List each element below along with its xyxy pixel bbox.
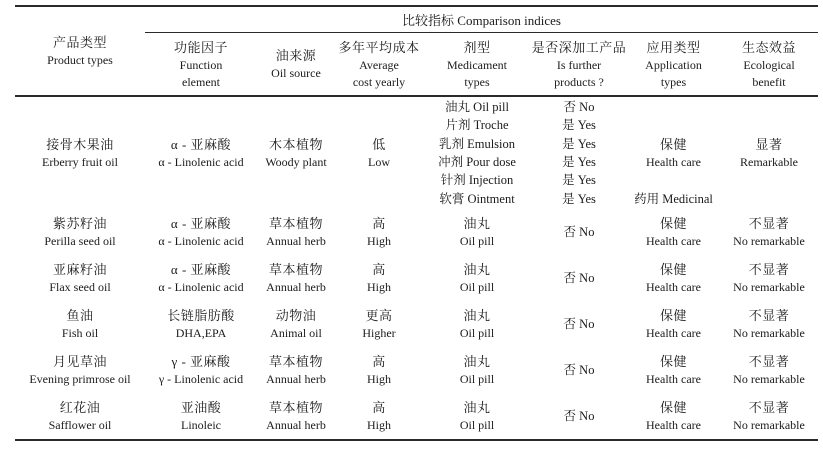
cell-average-cost bbox=[335, 255, 423, 301]
zh-line: 草本植物 bbox=[268, 262, 323, 277]
cell-function-element bbox=[145, 301, 257, 347]
en-line: Health care bbox=[646, 234, 701, 248]
en-line: types bbox=[464, 74, 490, 89]
medicament-line: 软膏 Ointment bbox=[439, 191, 515, 206]
zh-line: 保健 bbox=[659, 354, 687, 369]
header-average-cost bbox=[335, 33, 423, 95]
en-line: Erberry fruit oil bbox=[42, 155, 118, 169]
further-line: 否 No bbox=[563, 408, 595, 423]
zh-line: 保健 bbox=[659, 216, 687, 231]
en-line: element bbox=[182, 74, 220, 89]
zh-line: 不显著 bbox=[748, 354, 790, 369]
en-line: No remarkable bbox=[733, 280, 805, 294]
medicament-line: 乳剂 Emulsion bbox=[438, 136, 516, 151]
zh-line: 不显著 bbox=[748, 216, 790, 231]
table-row-evening-primrose-oil bbox=[15, 347, 818, 393]
cell-product-type bbox=[15, 209, 145, 255]
en-line: Annual herb bbox=[266, 280, 326, 294]
zh-line: 高 bbox=[372, 262, 386, 277]
further-line: 是 Yes bbox=[562, 118, 596, 133]
zh-line: 亚油酸 bbox=[180, 400, 222, 415]
zh-line: 不显著 bbox=[748, 308, 790, 323]
en-line: High bbox=[367, 418, 391, 432]
en-line: Oil pill bbox=[459, 372, 495, 386]
further-line: 否 No bbox=[563, 99, 595, 114]
cell-oil-source bbox=[257, 301, 335, 347]
en-line: High bbox=[367, 280, 391, 294]
en-line: Perilla seed oil bbox=[44, 234, 116, 248]
en-line: γ - Linolenic acid bbox=[158, 372, 244, 386]
table-body bbox=[15, 97, 818, 441]
cell-ecological-benefit bbox=[720, 393, 818, 439]
en-line: Oil pill bbox=[459, 326, 495, 340]
zh-line: 草本植物 bbox=[268, 354, 323, 369]
en-line: Is further bbox=[556, 57, 602, 72]
en-line: Oil pill bbox=[459, 234, 495, 248]
cell-medicament-types bbox=[423, 301, 531, 347]
en-line: Oil source bbox=[271, 66, 321, 80]
en-line: Average bbox=[359, 57, 399, 72]
en-line: α - Linolenic acid bbox=[158, 155, 244, 169]
zh-line: 多年平均成本 bbox=[338, 39, 420, 55]
zh-line: 保健 bbox=[659, 308, 687, 323]
en-line: α - Linolenic acid bbox=[158, 234, 244, 248]
cell-medicament-types bbox=[423, 97, 531, 209]
further-line: 否 No bbox=[563, 224, 595, 239]
zh-line: 产品类型 bbox=[52, 35, 107, 50]
en-line: High bbox=[367, 372, 391, 386]
en-line: Health care bbox=[646, 155, 701, 169]
header-comparison-indices: 比较指标 Comparison indices bbox=[145, 7, 818, 33]
zh-line: 油丸 bbox=[463, 400, 491, 415]
cell-product-type bbox=[15, 301, 145, 347]
cell-average-cost bbox=[335, 393, 423, 439]
en-line: Medicament bbox=[447, 57, 507, 72]
en-line: Low bbox=[368, 155, 390, 169]
cell-application-types bbox=[627, 255, 720, 301]
medicament-line: 针剂 Injection bbox=[440, 173, 514, 188]
zh-line: 油丸 bbox=[463, 308, 491, 323]
zh-line: 功能因子 bbox=[173, 39, 228, 55]
cell-function-element bbox=[145, 97, 257, 209]
zh-line: 不显著 bbox=[748, 400, 790, 415]
further-line: 否 No bbox=[563, 316, 595, 331]
en-line: Health care bbox=[646, 280, 701, 294]
medicament-line: 冲剂 Pour dose bbox=[438, 155, 516, 169]
en-line: cost yearly bbox=[352, 74, 406, 89]
en-line: Oil pill bbox=[459, 280, 495, 294]
cell-application-types bbox=[627, 301, 720, 347]
cell-medicament-types bbox=[423, 393, 531, 439]
cell-is-further-products bbox=[531, 393, 627, 439]
cell-ecological-benefit bbox=[720, 255, 818, 301]
table-row-safflower-oil bbox=[15, 393, 818, 439]
cell-product-type bbox=[15, 347, 145, 393]
cell-is-further-products bbox=[531, 255, 627, 301]
further-line: 是 Yes bbox=[562, 155, 596, 169]
cell-application-types bbox=[627, 209, 720, 255]
zh-line: 油丸 bbox=[463, 354, 491, 369]
cell-average-cost bbox=[335, 209, 423, 255]
zh-line: 生态效益 bbox=[741, 39, 796, 55]
zh-line: 草本植物 bbox=[268, 400, 323, 415]
en-line: No remarkable bbox=[733, 372, 805, 386]
cell-is-further-products bbox=[531, 347, 627, 393]
en-line: Flax seed oil bbox=[49, 280, 111, 294]
zh-line: 草本植物 bbox=[268, 216, 323, 231]
cell-product-type bbox=[15, 393, 145, 439]
zh-line: 红花油 bbox=[59, 400, 101, 415]
application-medicinal-line: 药用 Medicinal bbox=[634, 192, 713, 206]
en-line: Safflower oil bbox=[48, 418, 112, 432]
zh-line: α - 亚麻酸 bbox=[170, 216, 232, 231]
cell-is-further-products bbox=[531, 301, 627, 347]
medicament-line: 片剂 Troche bbox=[445, 118, 509, 133]
cell-is-further-products bbox=[531, 209, 627, 255]
table-row-erberry-fruit-oil bbox=[15, 97, 818, 209]
en-line: Ecological bbox=[743, 57, 795, 72]
cell-oil-source bbox=[257, 347, 335, 393]
en-line: α - Linolenic acid bbox=[158, 280, 244, 294]
zh-line: 显著 bbox=[755, 137, 783, 152]
en-line: types bbox=[660, 74, 687, 89]
table-row-perilla-seed-oil bbox=[15, 209, 818, 255]
cell-medicament-types bbox=[423, 347, 531, 393]
cell-ecological-benefit bbox=[720, 301, 818, 347]
cell-ecological-benefit bbox=[720, 347, 818, 393]
zh-line: α - 亚麻酸 bbox=[170, 137, 232, 152]
header-application-types bbox=[627, 33, 720, 95]
table-row-fish-oil bbox=[15, 301, 818, 347]
zh-line: 长链脂肪酸 bbox=[167, 308, 235, 323]
en-line: Annual herb bbox=[266, 418, 326, 432]
cell-application-types bbox=[627, 347, 720, 393]
zh-line: 不显著 bbox=[748, 262, 790, 277]
en-line: products ? bbox=[554, 74, 604, 89]
cell-application-types bbox=[627, 97, 720, 209]
en-line: Fish oil bbox=[61, 326, 99, 340]
zh-line: 是否深加工产品 bbox=[531, 39, 627, 55]
en-line: Function bbox=[179, 57, 223, 72]
header-oil-source bbox=[257, 33, 335, 95]
cell-product-type bbox=[15, 255, 145, 301]
cell-function-element bbox=[145, 255, 257, 301]
en-line: Health care bbox=[646, 418, 701, 432]
header-function-element bbox=[145, 33, 257, 95]
zh-line: 动物油 bbox=[275, 308, 317, 323]
zh-line: 保健 bbox=[659, 400, 687, 415]
en-line: Application bbox=[645, 57, 702, 72]
zh-line: 接骨木果油 bbox=[46, 137, 114, 152]
cell-product-type bbox=[15, 97, 145, 209]
zh-line: 高 bbox=[372, 354, 386, 369]
en-line: No remarkable bbox=[733, 234, 805, 248]
zh-line: α - 亚麻酸 bbox=[170, 262, 232, 277]
en-line: Product types bbox=[47, 53, 113, 67]
zh-line: 油丸 bbox=[463, 262, 491, 277]
further-line: 是 Yes bbox=[562, 173, 596, 188]
en-line: Health care bbox=[646, 326, 701, 340]
cell-average-cost bbox=[335, 97, 423, 209]
header-is-further-products bbox=[531, 33, 627, 95]
header-ecological-benefit bbox=[720, 33, 818, 95]
en-line: Annual herb bbox=[266, 372, 326, 386]
cell-oil-source bbox=[257, 255, 335, 301]
zh-line: 木本植物 bbox=[268, 137, 323, 152]
cell-medicament-types bbox=[423, 209, 531, 255]
zh-line: 高 bbox=[372, 400, 386, 415]
zh-line: 鱼油 bbox=[66, 308, 94, 323]
further-line: 否 No bbox=[563, 270, 595, 285]
cell-function-element bbox=[145, 347, 257, 393]
en-line: benefit bbox=[752, 74, 786, 89]
cell-function-element bbox=[145, 393, 257, 439]
cell-average-cost bbox=[335, 301, 423, 347]
cell-is-further-products bbox=[531, 97, 627, 209]
zh-line: 保健 bbox=[659, 137, 687, 152]
en-line: Animal oil bbox=[270, 326, 322, 340]
cell-oil-source bbox=[257, 97, 335, 209]
table-row-flax-seed-oil bbox=[15, 255, 818, 301]
cell-average-cost bbox=[335, 347, 423, 393]
zh-line: 紫苏籽油 bbox=[52, 216, 107, 231]
zh-line: 油丸 bbox=[463, 216, 491, 231]
en-line: Linoleic bbox=[181, 418, 221, 432]
en-line: Annual herb bbox=[266, 234, 326, 248]
oil-comparison-table bbox=[15, 5, 818, 441]
en-line: Oil pill bbox=[459, 418, 495, 432]
further-line: 是 Yes bbox=[562, 136, 596, 151]
zh-line: 应用类型 bbox=[646, 39, 701, 55]
zh-line: 亚麻籽油 bbox=[52, 262, 107, 277]
en-line: Health care bbox=[646, 372, 701, 386]
en-line: No remarkable bbox=[733, 326, 805, 340]
cell-oil-source bbox=[257, 209, 335, 255]
zh-line: 剂型 bbox=[463, 39, 491, 55]
zh-line: 低 bbox=[372, 137, 386, 152]
cell-oil-source bbox=[257, 393, 335, 439]
zh-line: 油来源 bbox=[275, 48, 317, 63]
en-line: High bbox=[367, 234, 391, 248]
header-product-types bbox=[15, 7, 145, 95]
zh-line: 高 bbox=[372, 216, 386, 231]
further-line: 否 No bbox=[563, 362, 595, 377]
further-line: 是 Yes bbox=[562, 191, 596, 206]
en-line: Remarkable bbox=[740, 155, 798, 169]
en-line: Evening primrose oil bbox=[29, 372, 131, 386]
en-line: No remarkable bbox=[733, 418, 805, 432]
zh-line: γ - 亚麻酸 bbox=[171, 354, 231, 369]
cell-medicament-types bbox=[423, 255, 531, 301]
medicament-line: 油丸 Oil pill bbox=[445, 99, 509, 114]
cell-ecological-benefit bbox=[720, 97, 818, 209]
table-header bbox=[15, 5, 818, 97]
zh-line: 更高 bbox=[365, 308, 393, 323]
cell-ecological-benefit bbox=[720, 209, 818, 255]
zh-line: 月见草油 bbox=[52, 354, 107, 369]
en-line: DHA,EPA bbox=[175, 326, 227, 340]
header-medicament-types bbox=[423, 33, 531, 95]
zh-line: 保健 bbox=[659, 262, 687, 277]
cell-application-types bbox=[627, 393, 720, 439]
en-line: Woody plant bbox=[265, 155, 327, 169]
en-line: Higher bbox=[362, 326, 396, 340]
cell-function-element bbox=[145, 209, 257, 255]
